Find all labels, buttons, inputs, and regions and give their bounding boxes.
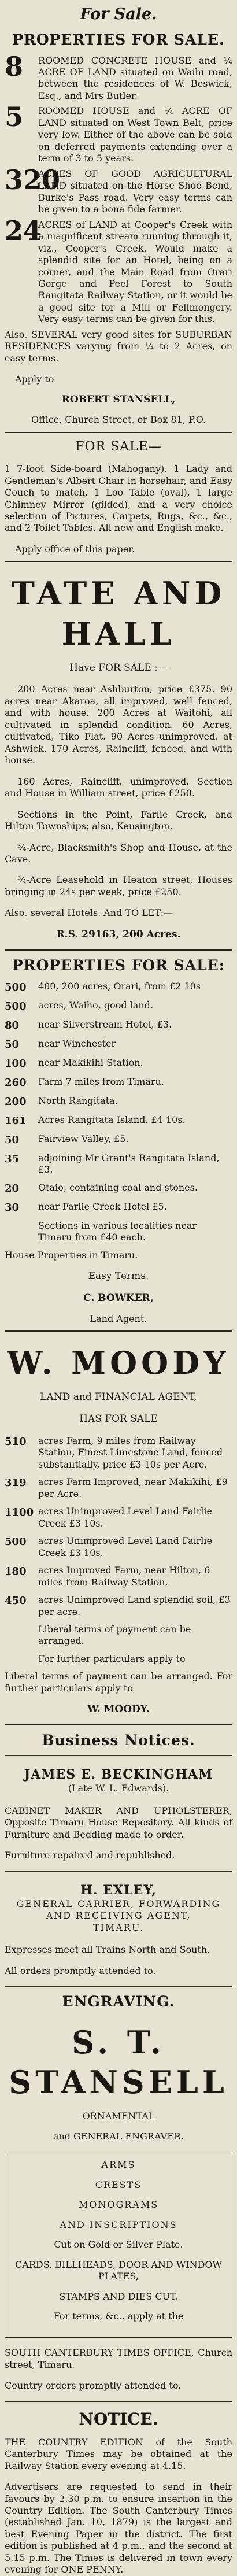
acreage: 161	[5, 1114, 27, 1127]
property-description: near Winchester	[38, 1037, 116, 1049]
tate-and-hall-section	[5, 574, 232, 941]
acreage: 450	[5, 1595, 27, 1607]
terms-line: Easy Terms.	[88, 1270, 149, 1283]
property-row	[5, 1133, 232, 1147]
engraving-notice	[5, 1993, 232, 2392]
property-row	[5, 1565, 232, 1588]
lot-number: 320	[5, 164, 61, 195]
service-item: ARMS	[101, 2159, 136, 2171]
property-description: For further particulars apply to	[38, 1653, 186, 1664]
property-description: acres, Waiho, good land.	[38, 999, 153, 1011]
signer-title: Land Agent.	[90, 1313, 147, 1324]
property-description: 400, 200 acres, Orari, from £2 10s	[38, 980, 201, 992]
listing: ¾-Acre, Blacksmith's Shop and House, at the Cave.	[5, 841, 232, 864]
section-heading: PROPERTIES FOR SALE:	[12, 956, 225, 974]
engraving-services	[5, 2152, 232, 2338]
property-row	[5, 1594, 232, 1618]
property-row	[5, 1152, 232, 1176]
acreage	[5, 1624, 38, 1647]
lot-number: 24	[5, 215, 42, 246]
business-notices-heading: Business Notices.	[42, 1732, 195, 1749]
terms-note: Liberal terms of payment can be arranged. For further particulars apply to	[5, 1670, 232, 1694]
lot-description: ROOMED CONCRETE HOUSE and ¼ ACRE OF LAND situated on Waihi road, between the residences of W. Beswick, Esq., and Mrs Butler.	[38, 54, 232, 101]
property-row	[5, 1201, 232, 1214]
property-row	[5, 1076, 232, 1089]
acreage: 500	[5, 1536, 27, 1548]
engraver-name: S. T. STANSELL	[9, 2024, 228, 2101]
business-text: Expresses meet all Trains North and South.	[5, 1944, 210, 1956]
property-description: acres Unimproved Land splendid soil, £3 per acre.	[38, 1594, 231, 1617]
lot-description: ACRES of LAND at Cooper's Creek with a magnificent stream running through it, viz., Cooper's Creek. Would make a splendid site for an Hotel, being on a corner, and the Main Road from Orari Gorge and Peel Forest to South Rangitata Railway Station, or it would be a good site for a Mill or Fellmongery. Very easy terms can be given for this.	[38, 219, 232, 325]
engraving-text: Country orders promptly attended to.	[5, 2380, 182, 2392]
property-description: near Farlie Creek Hotel £5.	[38, 1200, 167, 1212]
property-row	[5, 1476, 232, 1500]
acreage: 200	[5, 1095, 27, 1108]
service-item: STAMPS AND DIES CUT.	[59, 2290, 178, 2302]
lot-number: 5	[5, 101, 24, 133]
to-let-line: Also, several Hotels. And TO LET:—	[5, 907, 173, 919]
property-description: Otaio, containing coal and stones.	[38, 1181, 198, 1193]
apply-line: Apply office of this paper.	[15, 543, 135, 555]
property-description: adjoining Mr Grant's Rangitata Island, £3.	[38, 1152, 220, 1176]
service-item: MONOGRAMS	[78, 2199, 159, 2211]
property-description: Sections in various localities near Timaru from £40 each.	[38, 1219, 197, 1243]
property-row	[5, 981, 232, 994]
property-row	[5, 1095, 232, 1108]
property-row	[5, 1019, 232, 1032]
acreage: 80	[5, 1019, 20, 1032]
masthead: For Sale.	[80, 5, 157, 23]
properties-for-sale-1	[5, 31, 232, 426]
lot-description: ROOMED HOUSE and ¼ ACRE OF LAND situated on West Town Belt, price very low. Either of the above can be sold on deferred payments extending over a term of 3 to 5 years.	[38, 105, 232, 164]
property-row	[5, 1535, 232, 1559]
acreage: 1100	[5, 1506, 34, 1519]
property-description: Liberal terms of payment can be arranged.	[38, 1623, 191, 1647]
country-edition-notice	[5, 2409, 232, 2576]
acreage: 100	[5, 1057, 27, 1070]
newspaper-page	[5, 5, 232, 2575]
business-former-name: (Late W. L. Edwards).	[68, 1783, 169, 1794]
w-moody-section	[5, 1343, 232, 1716]
lot-8	[5, 50, 232, 102]
service-item: Cut on Gold or Silver Plate.	[54, 2239, 183, 2250]
section-subheading: Have FOR SALE :—	[69, 661, 168, 674]
property-row	[5, 1506, 232, 1529]
firm-name: TATE AND HALL	[11, 575, 226, 652]
property-description: Farm 7 miles from Timaru.	[38, 1076, 164, 1087]
acreage: 35	[5, 1152, 20, 1165]
listing: ¾-Acre Leasehold in Heaton street, Houses bringing in 24s per week, price £250.	[5, 874, 232, 897]
office-address: Office, Church Street, or Box 81, P.O.	[31, 414, 206, 426]
property-description: near Silverstream Hotel, £3.	[38, 1018, 172, 1030]
house-properties: House Properties in Timaru.	[5, 1249, 138, 1261]
property-description: Acres Rangitata Island, £4 10s.	[38, 1114, 186, 1125]
business-name: JAMES E. BECKINGHAM	[24, 1767, 213, 1783]
agent-name: W. MOODY	[7, 1344, 230, 1382]
signer: ROBERT STANSELL,	[61, 393, 176, 405]
property-description: acres Farm, 9 miles from Railway Station, Finest Limestone Land, fenced substantially, price £3 10s per Acre.	[38, 1435, 223, 1470]
property-row	[5, 1114, 232, 1128]
property-row	[5, 1000, 232, 1013]
property-row	[5, 1038, 232, 1051]
properties-for-sale-2	[5, 956, 232, 1325]
acreage: 500	[5, 981, 27, 993]
property-description: acres Unimproved Level Land Fairlie Creek £3 10s.	[38, 1506, 212, 1529]
business-location: TIMARU.	[92, 1921, 145, 1933]
notice-text: Advertisers are requested to send in their favours by 2.30 p.m. to ensure insertion in the Country Edition. The South Canterbury Times (established Jan. 10, 1879) is the largest and best Evening Paper in the district. The first edition is published at 4 p.m., and the second at 5.15 p.m. The Times is delivered in town every evening for ONE PENNY.	[5, 2481, 232, 2575]
beckingham-notice	[5, 1766, 232, 1862]
apply-line: Apply to	[15, 374, 54, 385]
business-text: Furniture repaired and republished.	[5, 1850, 175, 1861]
property-row	[5, 1435, 232, 1470]
lot-description: ACRES OF GOOD AGRICULTURAL LAND situated on the Horse Shoe Bend, Burke's Pass road. Very easy terms can be given to a bona fide farmer.	[38, 168, 232, 215]
acreage	[5, 1220, 38, 1244]
property-description: North Rangitata.	[38, 1095, 118, 1106]
business-text: All orders promptly attended to.	[5, 1965, 156, 1976]
property-row	[5, 1653, 232, 1665]
business-name: H. EXLEY,	[80, 1882, 157, 1898]
agent-subtitle: LAND and FINANCIAL AGENT,	[40, 1391, 197, 1403]
property-row	[5, 1057, 232, 1070]
lot-320	[5, 164, 232, 216]
acreage: 20	[5, 1182, 20, 1195]
engraver-role: ORNAMENTAL	[82, 2111, 155, 2122]
section-heading: FOR SALE—	[75, 439, 162, 454]
service-item: AND INSCRIPTIONS	[60, 2219, 177, 2230]
lot-24	[5, 215, 232, 326]
notice-text: THE COUNTRY EDITION of the South Canterbury Times may be obtained at the Railway Station every evening at 4.15.	[5, 2436, 232, 2471]
business-text: CABINET MAKER AND UPHOLSTERER, Opposite Timaru House Repository. All kinds of Furniture and Bedding made to order.	[5, 1805, 232, 1840]
property-description: near Makikihi Station.	[38, 1056, 143, 1068]
property-description: Fairview Valley, £5.	[38, 1133, 129, 1144]
exley-notice	[5, 1882, 232, 1978]
lot-number: 8	[5, 50, 24, 82]
signer: W. MOODY.	[87, 1703, 150, 1716]
listing: 1 7-foot Side-board (Mahogany), 1 Lady and Gentleman's Albert Chair in horsehair, and Easy Couch to match, 1 Loo Table (oval), 1 large Chimney Mirror (gilded), and a very choice selection of Pictures, Carpets, Rugs, &c., &c., and 2 Toilet Tables. All new and English make.	[5, 463, 232, 534]
property-row	[5, 1182, 232, 1195]
lot-5	[5, 101, 232, 164]
service-item: For terms, &c., apply at the	[53, 2310, 184, 2322]
acreage: 260	[5, 1076, 27, 1089]
engraving-text: SOUTH CANTERBURY TIMES OFFICE, Church street, Timaru.	[5, 2347, 232, 2370]
property-description: acres Improved Farm, near Hilton, 6 miles from Railway Station.	[38, 1565, 210, 1588]
acreage: 180	[5, 1565, 27, 1578]
acreage: 319	[5, 1477, 27, 1490]
section-heading: PROPERTIES FOR SALE.	[12, 31, 225, 48]
property-row	[5, 1624, 232, 1647]
engraver-role: and GENERAL ENGRAVER.	[53, 2130, 184, 2142]
listing: 160 Acres, Raincliff, unimproved. Section and House in William street, price £250.	[5, 775, 232, 799]
service-item: CARDS, BILLHEADS, DOOR AND WINDOW PLATES,	[15, 2259, 222, 2282]
business-role: GENERAL CARRIER, FORWARDING AND RECEIVING AGENT,	[16, 1898, 221, 1921]
listing: Sections in the Point, Farlie Creek, and Hilton Townships; also, Kensington.	[5, 808, 232, 832]
signer: C. BOWKER,	[83, 1292, 154, 1304]
acreage: 50	[5, 1038, 20, 1051]
acreage: 500	[5, 1000, 27, 1012]
reference-line: R.S. 29163, 200 Acres.	[56, 928, 181, 940]
notice-heading: NOTICE.	[79, 2409, 158, 2429]
acreage: 50	[5, 1133, 20, 1146]
miscellaneous-for-sale	[5, 439, 232, 555]
section-heading: ENGRAVING.	[62, 1993, 175, 2010]
property-description: acres Farm Improved, near Makikihi, £9 per Acre.	[38, 1476, 228, 1499]
service-item: CRESTS	[95, 2179, 142, 2190]
suburban-residences: Also, SEVERAL very good sites for SUBURBAN RESIDENCES varying from ¼ to 2 Acres, on easy terms.	[5, 328, 232, 364]
acreage: 30	[5, 1201, 20, 1214]
acreage	[5, 1653, 38, 1665]
property-description: acres Unimproved Level Land Fairlie Creek £3 10s.	[38, 1535, 212, 1558]
acreage: 510	[5, 1435, 27, 1448]
property-row	[5, 1220, 232, 1244]
section-subheading: HAS FOR SALE	[79, 1413, 158, 1425]
listing: 200 Acres near Ashburton, price £375. 90 acres near Akaroa, all improved, well fenced, and with house. 200 Acres at Waitohi, all cultivated in splendid condition. 60 Acres, cultivated, Tiko Flat. 90 Acres unimproved, at Ashwick. 170 Acres, Raincliff, fenced, and with house.	[5, 683, 232, 766]
